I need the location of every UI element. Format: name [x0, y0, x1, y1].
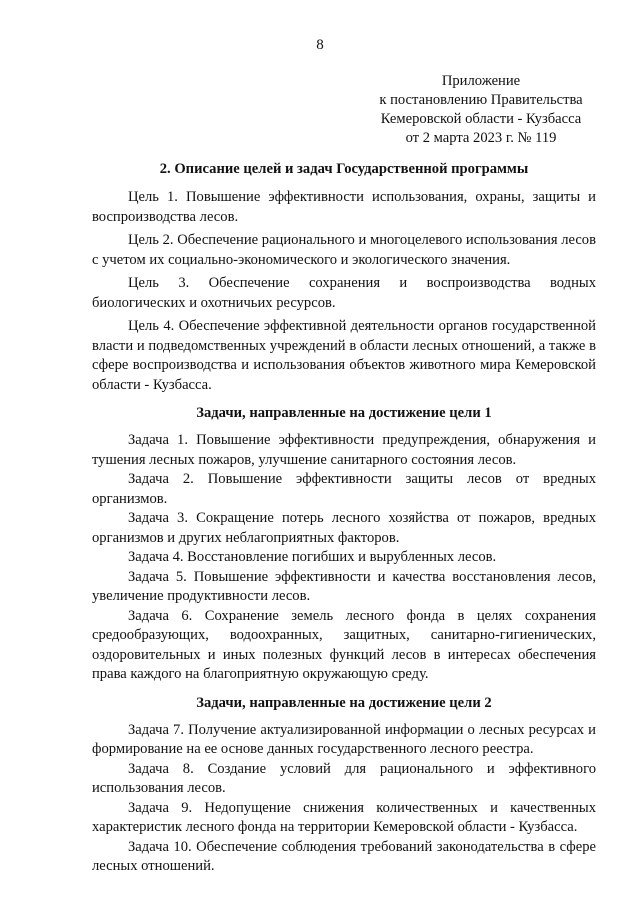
task-1: Задача 1. Повышение эффективности предупреждения, обнаружения и тушения лесных пожаров, улучшение санитарного состояния лесов. [92, 432, 596, 468]
appendix-line-2: к постановлению Правительства [379, 92, 583, 108]
document-body [92, 160, 596, 877]
appendix-line-1: Приложение [441, 73, 521, 89]
task-8: Задача 8. Создание условий для рационального и эффективного использования лесов. [92, 760, 596, 796]
task-5: Задача 5. Повышение эффективности и качества восстановления лесов, увеличение продуктивности лесов. [92, 568, 596, 604]
goal-4: Цель 4. Обеспечение эффективной деятельности органов государственной власти и подведомственных учреждений в области лесных отношений, а также в сфере воспроизводства и использования объектов животного мира Кемеровской области - Кузбасса. [92, 318, 596, 393]
task-10: Задача 10. Обеспечение соблюдения требований законодательства в сфере лесных отношений. [92, 838, 596, 874]
goal-3: Цель 3. Обеспечение сохранения и воспроизводства водных биологических и охотничьих ресурсов. [92, 275, 596, 311]
task-3: Задача 3. Сокращение потерь лесного хозяйства от пожаров, вредных организмов и других неблагоприятных факторов. [92, 510, 596, 546]
task-6: Задача 6. Сохранение земель лесного фонда в целях сохранения средообразующих, водоохранных, защитных, санитарно-гигиенических, оздоровительных и иных полезных функций лесов в интересах обеспечения права каждого на благоприятную окружающую среду. [92, 607, 596, 682]
task-9: Задача 9. Недопущение снижения количественных и качественных характеристик лесного фонда на территории Кемеровской области - Кузбасса. [92, 799, 596, 835]
goal-1-tasks-heading: Задачи, направленные на достижение цели 1 [196, 405, 492, 421]
goal-2-tasks-heading: Задачи, направленные на достижение цели 2 [196, 694, 492, 711]
page-number: 8 [316, 37, 324, 53]
goal-1: Цель 1. Повышение эффективности использования, охраны, защиты и воспроизводства лесов. [92, 189, 596, 225]
goal-2: Цель 2. Обеспечение рационального и многоцелевого использования лесов с учетом их социально-экономического и экологического значения. [92, 232, 596, 268]
appendix-header [350, 72, 612, 148]
appendix-line-4: от 2 марта 2023 г. № 119 [405, 130, 557, 146]
task-2: Задача 2. Повышение эффективности защиты лесов от вредных организмов. [92, 471, 596, 507]
task-4: Задача 4. Восстановление погибших и вырубленных лесов. [128, 549, 497, 565]
task-7: Задача 7. Получение актуализированной информации о лесных ресурсах и формирование на ее основе данных государственного лесного реестра. [92, 721, 596, 757]
section-title: 2. Описание целей и задач Государственной программы [159, 161, 529, 177]
appendix-line-3: Кемеровской области - Кузбасса [380, 111, 582, 127]
